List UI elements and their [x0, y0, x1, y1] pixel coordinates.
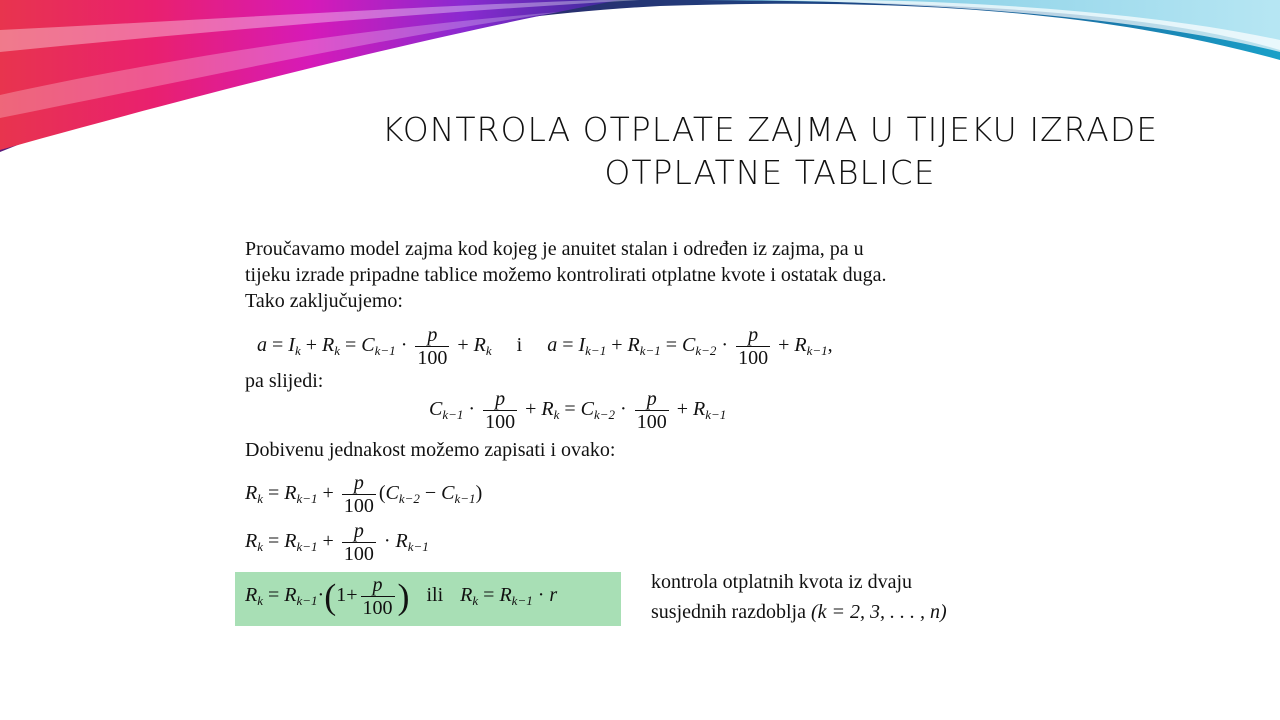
and-word: i [516, 334, 523, 357]
side-note-range: (k = 2, 3, . . . , n) [810, 601, 947, 623]
intro-line-3: Tako zaključujemo: [245, 290, 403, 312]
ili-word: ili [426, 584, 444, 607]
side-note-line-2 [651, 597, 947, 627]
equation-5: $R_k = R_{k-1}\cdot(1+$ $\frac{p}{100}$ ) ili $R_k = R_{k-1} \cdot r$ [245, 574, 558, 619]
title-line-2: OTPLATNE TABLICE [604, 153, 936, 192]
equation-2: $C_{k-1}$ · $\frac{p}{100}$ + $R_k = C_{k-2}$ · $\frac{p}{100}$ + $R_{k-1}$ [429, 388, 727, 433]
equation-4: $R_k = R_{k-1}$ + $\frac{p}{100}$ · $R_{k-1}$ [245, 520, 429, 565]
dobivenu-text: Dobivenu jednakost možemo zapisati i ovako: [245, 439, 616, 461]
slide-title [330, 108, 1210, 194]
equation-1: $a = I_k + R_k = C_{k-1}$ · $\frac{p}{100}$ + $R_k$ i $a = I_{k-1} + R_{k-1} = C_{k-2}$ · $\frac{p}{100}$ + $R_{k-1}$, [257, 324, 833, 369]
side-note [651, 567, 947, 627]
side-note-text: susjednih razdoblja [651, 601, 806, 623]
title-line-1: KONTROLA OTPLATE ZAJMA U TIJEKU IZRADE [381, 110, 1159, 149]
equation-3: $R_k = R_{k-1}$ + $\frac{p}{100}$ $(C_{k-2} - C_{k-1})$ [245, 472, 483, 517]
pa-slijedi-text: pa slijedi: [245, 370, 324, 392]
side-note-line-1: kontrola otplatnih kvota iz dvaju [651, 571, 913, 593]
intro-line-1: Proučavamo model zajma kod kojeg je anuitet stalan i određen iz zajma, pa u [245, 238, 864, 260]
intro-line-2: tijeku izrade pripadne tablice možemo kontrolirati otplatne kvote i ostatak duga. [245, 264, 887, 286]
intro-paragraph [245, 236, 985, 314]
